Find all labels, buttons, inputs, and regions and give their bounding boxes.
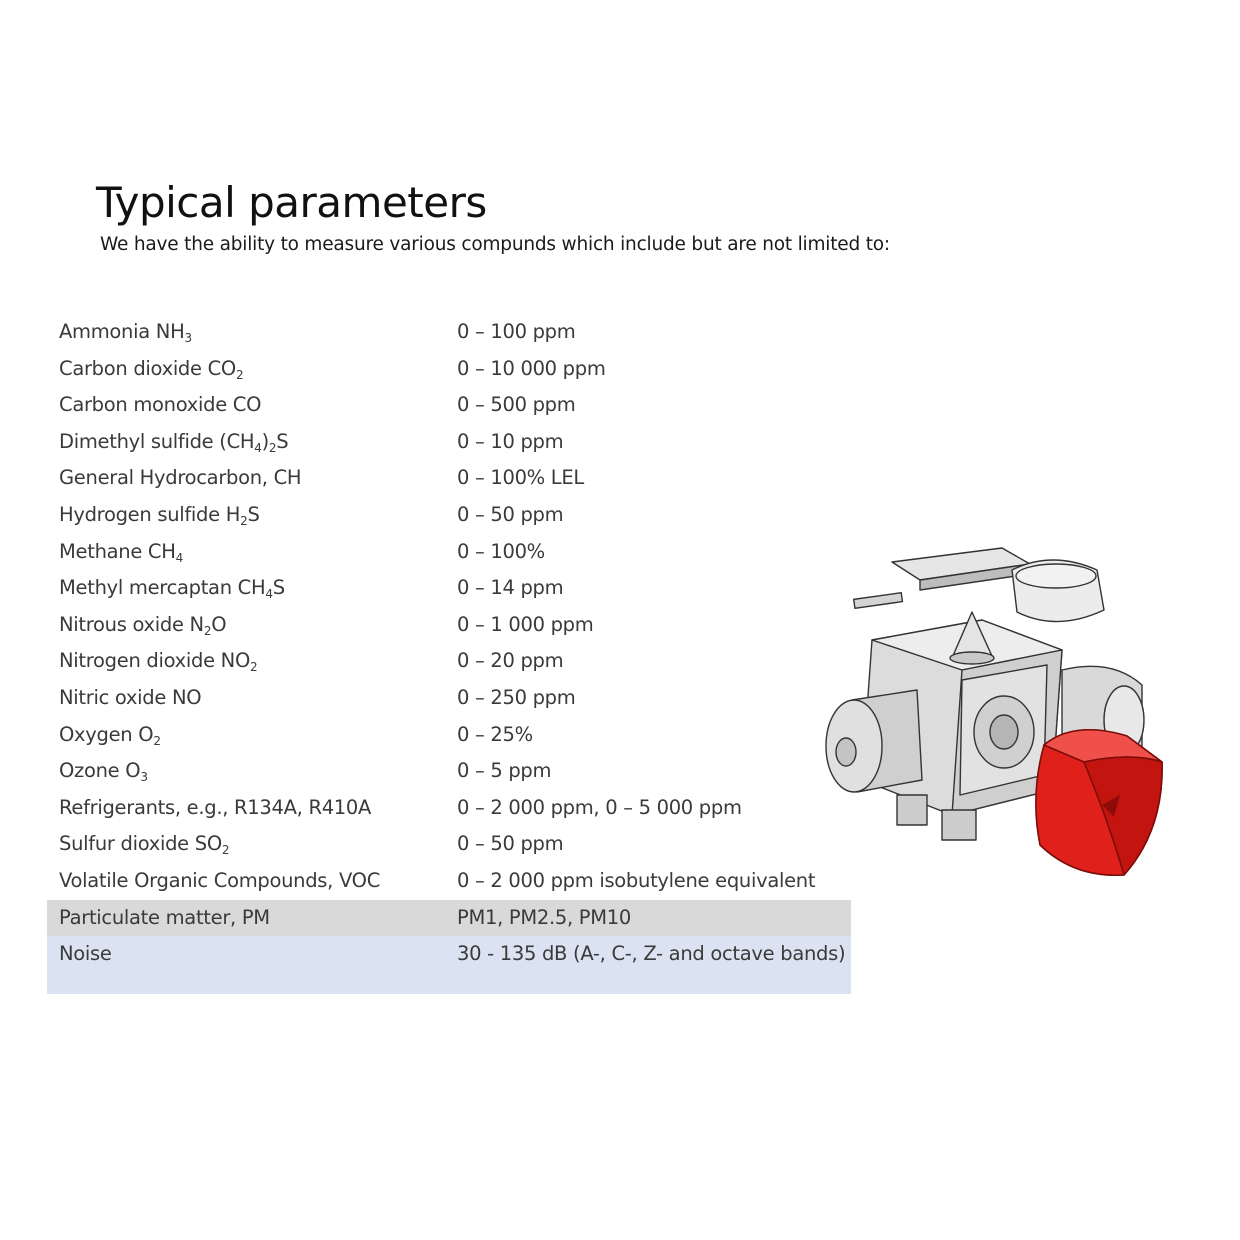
parameter-range: 0 – 50 ppm	[457, 502, 564, 526]
parameter-range: 30 - 135 dB (A-, C-, Z- and octave bands)	[457, 942, 846, 966]
parameter-name: Ammonia $NH_3$	[59, 320, 192, 345]
page-title: Typical parameters	[96, 178, 487, 227]
parameter-name: Volatile Organic Compounds, VOC	[59, 868, 381, 892]
parameter-name: Methane $CH_4$	[59, 539, 183, 565]
parameter-range: 0 – 10 000 ppm	[457, 356, 606, 380]
table-row	[47, 387, 851, 424]
parameter-name: Nitric oxide NO	[59, 685, 202, 709]
table-row	[47, 351, 851, 388]
parameter-range: 0 – 50 ppm	[457, 832, 564, 856]
table-row	[47, 753, 851, 790]
table-row	[47, 717, 851, 754]
parameter-name: Carbon monoxide CO	[59, 393, 262, 417]
parameter-range: 0 – 20 ppm	[457, 649, 564, 673]
table-row-particulate-matter	[47, 900, 851, 937]
parameters-table	[47, 314, 851, 994]
table-row	[47, 570, 851, 607]
parameter-range: PM1, PM2.5, PM10	[457, 905, 631, 929]
parameter-name: General Hydrocarbon, CH	[59, 466, 302, 490]
parameter-range: 0 – 25%	[457, 722, 533, 746]
table-row	[47, 314, 851, 351]
table-row	[47, 497, 851, 534]
parameter-range: 0 – 1 000 ppm	[457, 612, 594, 636]
parameter-name: Dimethyl sulfide $(CH_4)_2S$	[59, 429, 289, 455]
parameter-name: Sulfur dioxide $SO_2$	[59, 832, 230, 858]
parameter-name: Methyl mercaptan $CH_4S$	[59, 576, 285, 602]
parameter-name: Ozone $O_3$	[59, 759, 148, 785]
table-row	[47, 534, 851, 571]
parameter-range: 0 – 5 ppm	[457, 759, 552, 783]
parameter-name: Carbon dioxide $CO_2$	[59, 356, 244, 382]
parameter-range: 0 – 250 ppm	[457, 685, 576, 709]
parameter-range: 0 – 2 000 ppm isobutylene equivalent	[457, 868, 816, 892]
multi-sensor-device-illustration	[812, 540, 1172, 885]
parameter-range: 0 – 100 ppm	[457, 320, 576, 343]
parameter-range: 0 – 10 ppm	[457, 429, 564, 453]
parameter-name: Nitrous oxide $N_2O$	[59, 612, 227, 638]
parameter-name: Oxygen $O_2$	[59, 722, 161, 748]
parameter-name: Particulate matter, PM	[59, 905, 270, 929]
parameter-range: 0 – 500 ppm	[457, 393, 576, 417]
red-sensor-housing	[1036, 730, 1162, 875]
parameter-name: Refrigerants, e.g., R134A, R410A	[59, 795, 372, 819]
table-row	[47, 424, 851, 461]
table-row	[47, 790, 851, 827]
table-row	[47, 460, 851, 497]
page-subtitle: We have the ability to measure various compunds which include but are not limited to:	[100, 234, 890, 255]
table-row	[47, 863, 851, 900]
table-row	[47, 826, 851, 863]
parameter-name: Noise	[59, 942, 112, 966]
parameter-range: 0 – 100% LEL	[457, 466, 584, 490]
parameter-range: 0 – 14 ppm	[457, 576, 564, 600]
table-row	[47, 643, 851, 680]
table-row	[47, 680, 851, 717]
parameter-range: 0 – 100%	[457, 539, 545, 563]
parameter-range: 0 – 2 000 ppm, 0 – 5 000 ppm	[457, 795, 742, 819]
table-row	[47, 607, 851, 644]
parameter-name: Hydrogen sulfide $H_2S$	[59, 502, 260, 528]
tube-fitting	[854, 593, 903, 609]
table-row-noise	[47, 936, 851, 994]
parameter-name: Nitrogen dioxide $NO_2$	[59, 649, 258, 675]
